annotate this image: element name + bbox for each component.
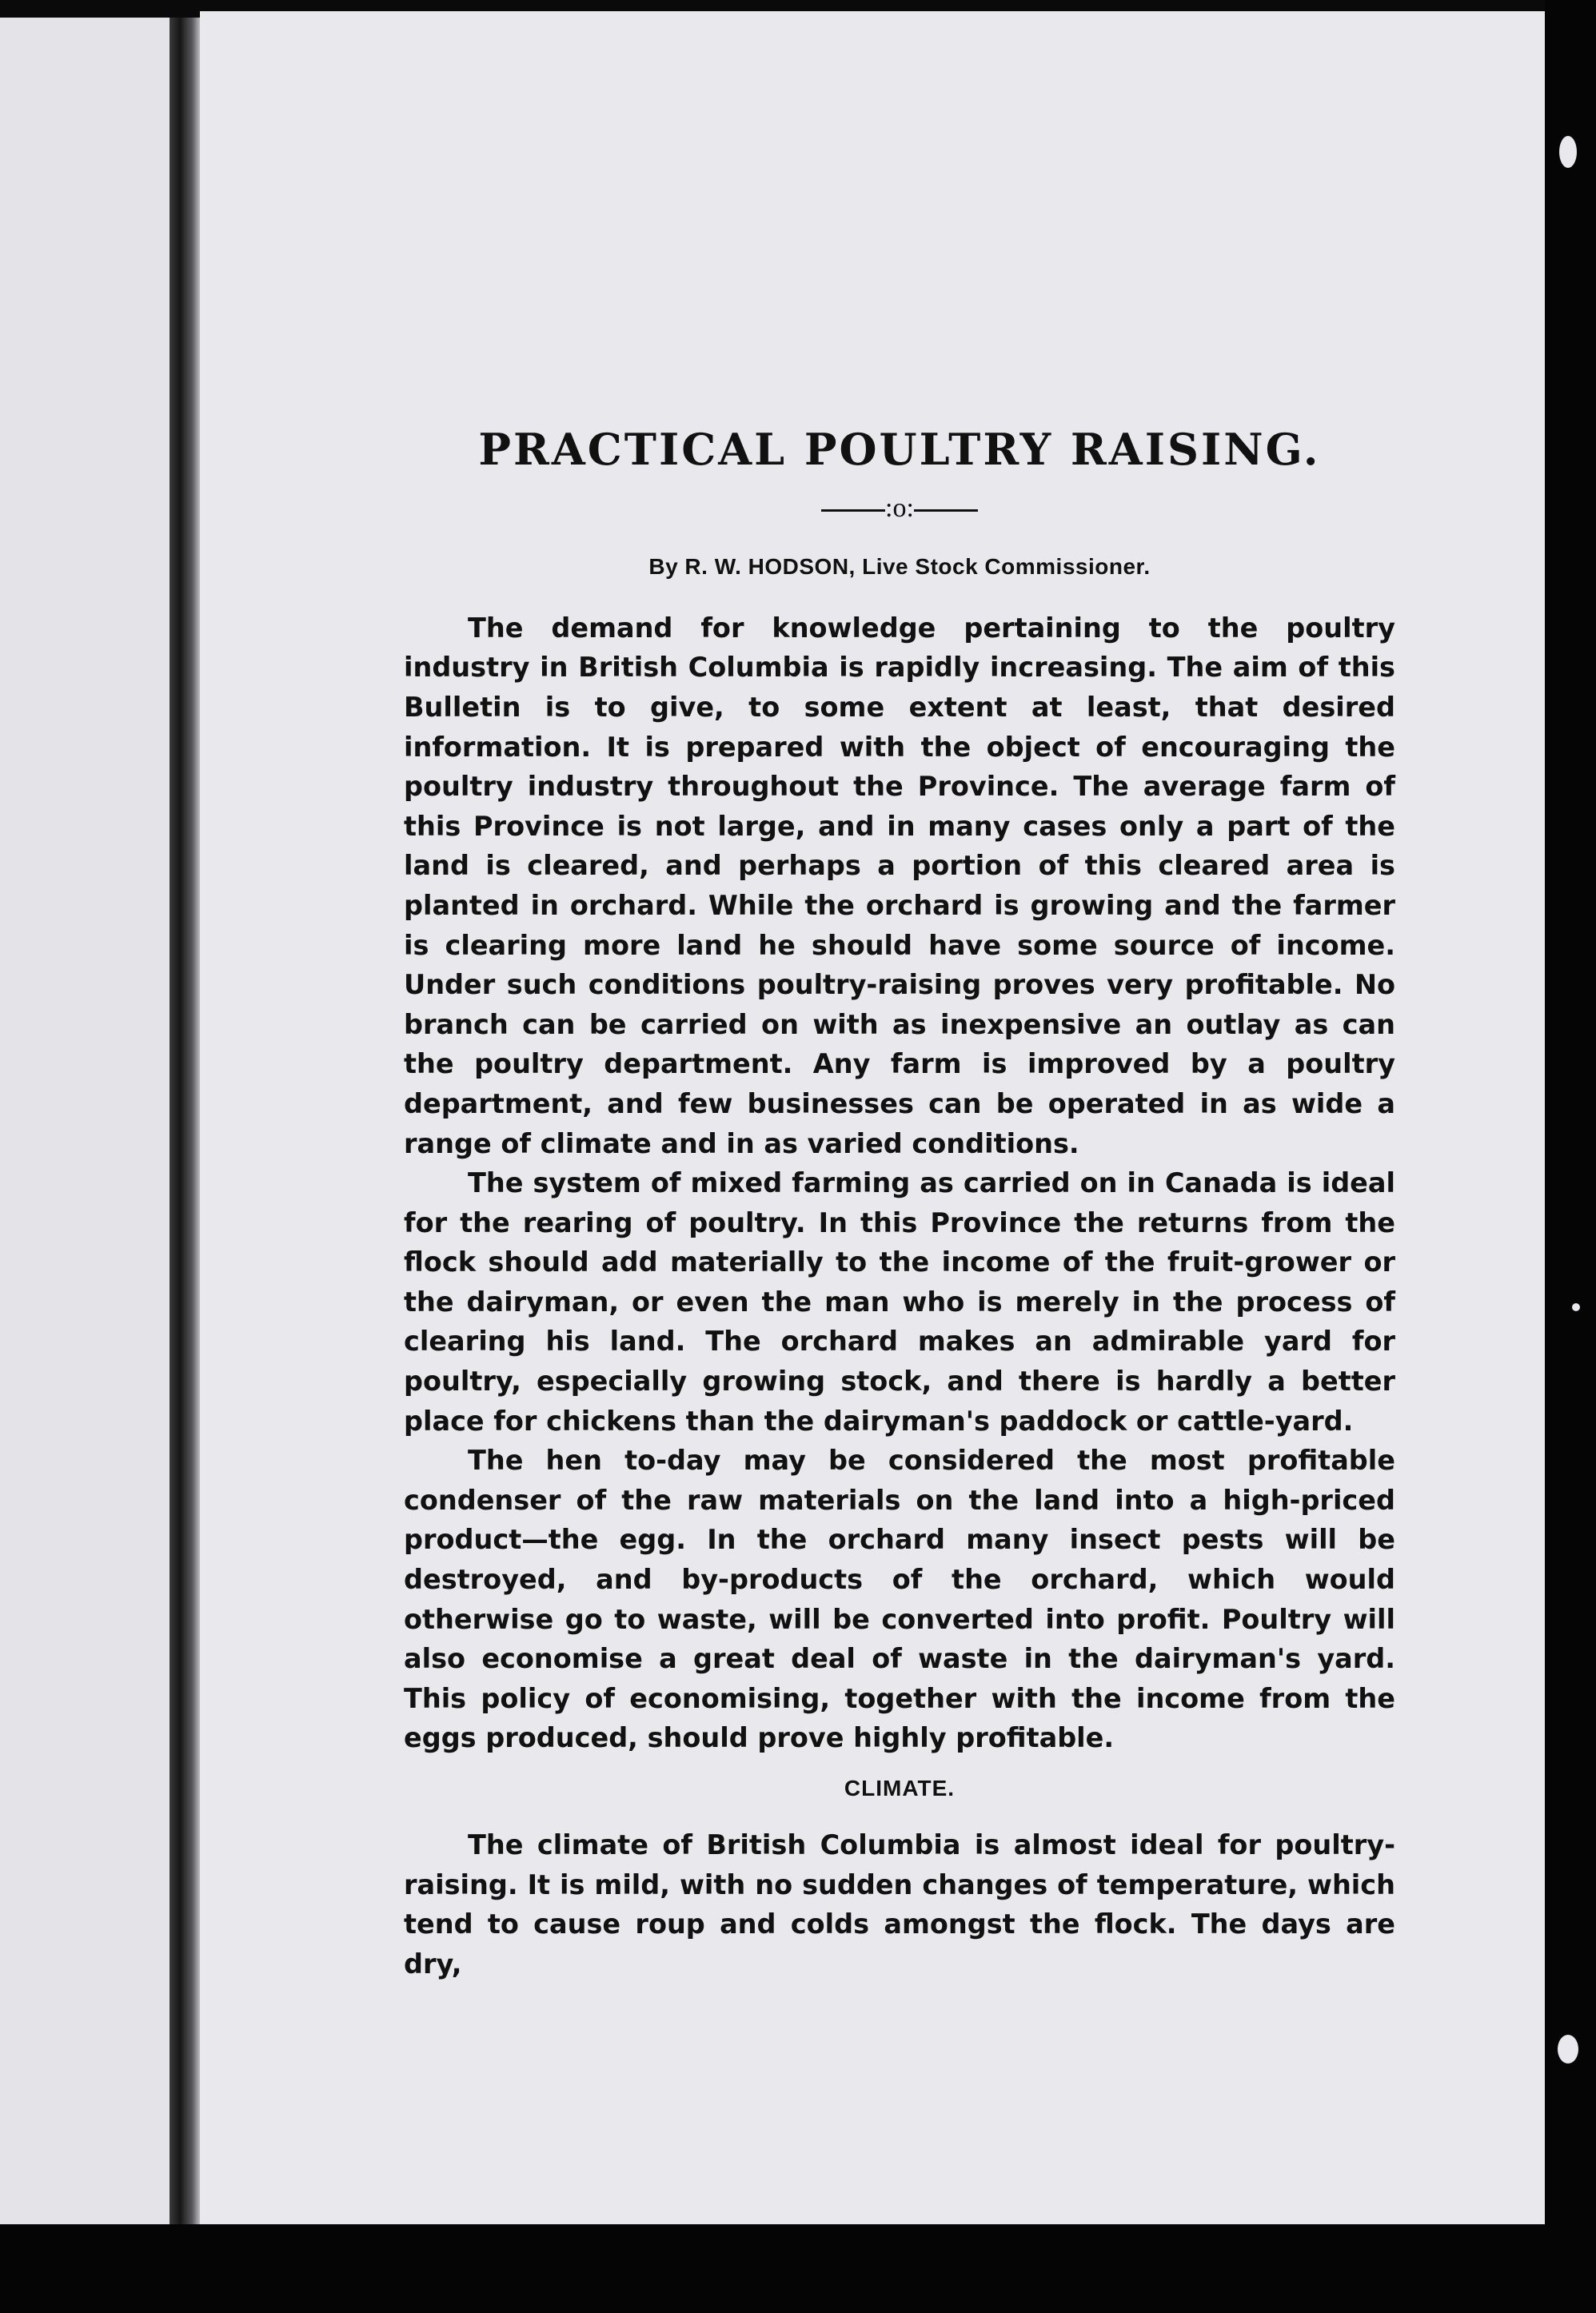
scan-border-bottom	[0, 2224, 1596, 2313]
ornament-glyph: :o:	[885, 493, 914, 523]
ornament-rule-right	[914, 509, 978, 512]
paragraph-1: The demand for knowledge pertaining to the poultry industry in British Columbia is rapidly increasing. The aim of this Bulletin is to give, to some extent at least, that desired information. It is prepared with the object of encouraging the poultry industry throughout the Province. The average farm of this Province is not large, and in many cases only a part of the land is cleared, and perhaps a portion of this cleared area is planted in orchard. While the orchard is growing and the farmer is clearing more land he should have some source of income. Under such conditions poultry-raising proves very profitable. No branch can be carried on with as inexpensive an outlay as can the poultry department. Any farm is improved by a poultry department, and few businesses can be operated in as wide a range of climate and in as varied conditions.	[404, 612, 1395, 1159]
ornament-rule-left	[821, 509, 885, 512]
paragraph-3: The hen to-day may be considered the most profitable condenser of the raw materials on the land into a high-priced product—the egg. In the orchard many insect pests will be destroyed, and by-products of the orchard, which would otherwise go to waste, will be converted into profit. Poultry will also economise a great deal of waste in the dairyman's yard. This policy of economising, together with the income from the eggs produced, should prove highly profitable.	[404, 1445, 1395, 1754]
paragraph-climate: The climate of British Columbia is almost ideal for poultry-raising. It is mild, with no sudden changes of temperature, which tend to cause roup and colds amongst the flock. The days are dry,	[404, 1829, 1395, 1980]
page-title: PRACTICAL POULTRY RAISING.	[478, 424, 1321, 475]
book-gutter	[170, 18, 200, 2232]
facing-page-edge	[0, 18, 170, 2232]
scan-border-right	[1545, 0, 1596, 2313]
author-byline: By R. W. HODSON, Live Stock Commissioner.	[648, 553, 1151, 579]
paragraph-2: The system of mixed farming as carried on in Canada is ideal for the rearing of poultry. In this Province the returns from the flock should add materially to the income of the fruit-grower or the dairyman, or even the man who is merely in the process of clearing his land. The orchard makes an admirable yard for poultry, especially growing stock, and there is hardly a better place for chickens than the dairyman's paddock or cattle-yard.	[404, 1167, 1395, 1437]
page-content	[404, 424, 1395, 1984]
section-heading-climate: CLIMATE.	[844, 1776, 956, 1801]
title-ornament	[404, 495, 1395, 522]
